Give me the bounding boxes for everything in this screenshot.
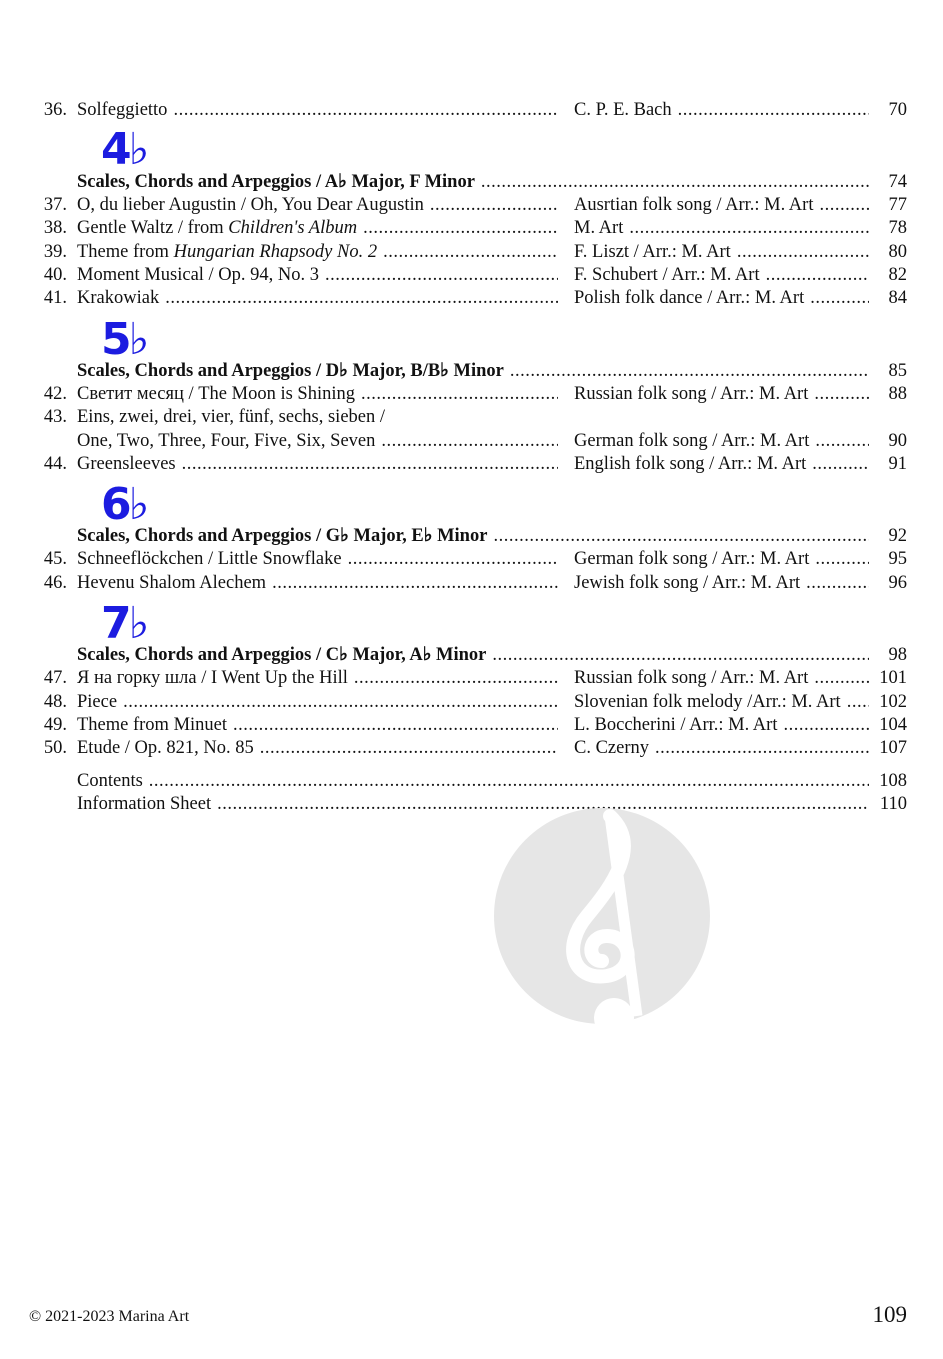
composer-text: M. Art <box>574 218 624 238</box>
entry-title-text <box>77 666 348 690</box>
dot-leader <box>182 452 558 476</box>
entry-page: 92 <box>888 526 907 546</box>
dot-leader <box>783 713 869 737</box>
toc-entry[interactable] <box>0 452 943 476</box>
title-part: Krakowiak <box>77 288 160 308</box>
title-part: Piece <box>77 692 118 712</box>
entry-page: 90 <box>888 431 907 451</box>
entry-page: 110 <box>879 794 907 814</box>
toc-entry[interactable] <box>0 666 943 690</box>
entry-composer <box>574 382 869 406</box>
dot-leader <box>815 547 869 571</box>
entry-title <box>77 286 558 310</box>
entry-title-text <box>77 452 176 476</box>
dot-leader <box>819 193 869 217</box>
section-row[interactable] <box>0 359 943 383</box>
entry-page: 108 <box>879 771 907 791</box>
entry-page: 82 <box>888 265 907 285</box>
entry-composer <box>574 263 869 287</box>
dot-leader <box>493 524 869 548</box>
entry-number: 36. <box>43 100 67 120</box>
entry-title <box>77 713 558 737</box>
title-part: Solfeggietto <box>77 100 168 120</box>
entry-title <box>77 452 558 476</box>
composer-text: German folk song / Arr.: M. Art <box>574 549 810 569</box>
entry-composer <box>574 547 869 571</box>
page-number: 109 <box>872 1302 907 1327</box>
dot-leader <box>815 429 869 453</box>
composer-text: Ausrtian folk song / Arr.: M. Art <box>574 195 814 215</box>
entry-title-text <box>77 643 486 667</box>
entry-title-text <box>77 263 319 287</box>
title-part: Greensleeves <box>77 454 176 474</box>
dot-leader <box>354 666 558 690</box>
entry-title <box>77 359 869 383</box>
dot-leader <box>847 690 869 714</box>
entry-title <box>77 571 558 595</box>
entry-title <box>77 170 869 194</box>
entry-composer <box>574 713 869 737</box>
dot-leader <box>737 240 869 264</box>
dot-leader <box>492 643 869 667</box>
entry-title <box>77 769 869 793</box>
dot-leader <box>149 769 869 793</box>
toc-entry[interactable] <box>0 240 943 264</box>
entry-number: 39. <box>43 242 67 262</box>
composer-text: L. Boccherini / Arr.: M. Art <box>574 715 778 735</box>
entry-title-text <box>77 170 475 194</box>
entry-title-text <box>77 405 385 429</box>
entry-title <box>77 240 558 264</box>
composer-text: Russian folk song / Arr.: M. Art <box>574 384 809 404</box>
entry-composer <box>574 240 869 264</box>
title-part: Theme from Minuet <box>77 715 228 735</box>
watermark-treble-clef-logo <box>492 806 712 1026</box>
entry-composer <box>574 429 869 453</box>
entry-composer <box>574 690 869 714</box>
title-part: Contents <box>77 771 143 791</box>
composer-text: F. Schubert / Arr.: M. Art <box>574 265 760 285</box>
entry-page: 96 <box>888 573 907 593</box>
dot-leader <box>260 736 558 760</box>
composer-text: Russian folk song / Arr.: M. Art <box>574 668 809 688</box>
key-signature-heading: 6♭ <box>101 479 147 530</box>
title-part: Я на горку шла / I Went Up the Hill <box>77 668 348 688</box>
entry-number: 44. <box>43 454 67 474</box>
toc-entry[interactable] <box>0 690 943 714</box>
toc-entry[interactable] <box>0 382 943 406</box>
entry-page: 70 <box>888 100 907 120</box>
section-row[interactable] <box>0 524 943 548</box>
section-row[interactable] <box>0 170 943 194</box>
entry-title <box>77 524 869 548</box>
entry-number: 41. <box>43 288 67 308</box>
dot-leader <box>510 359 869 383</box>
composer-text: Polish folk dance / Arr.: M. Art <box>574 288 805 308</box>
title-part: Scales, Chords and Arpeggios / D♭ Major, B/B♭ Minor <box>77 361 504 381</box>
entry-page: 101 <box>879 668 907 688</box>
entry-page: 80 <box>888 242 907 262</box>
entry-number: 47. <box>43 668 67 688</box>
entry-title-text <box>77 524 487 548</box>
entry-composer <box>574 666 869 690</box>
title-part: Gentle Waltz / from <box>77 218 229 238</box>
title-part: Scales, Chords and Arpeggios / A♭ Major, F Minor <box>77 172 475 192</box>
dot-leader <box>430 193 558 217</box>
dot-leader <box>325 263 558 287</box>
entry-title <box>77 263 558 287</box>
section-row[interactable] <box>0 643 943 667</box>
title-part: O, du lieber Augustin / Oh, You Dear Augustin <box>77 195 424 215</box>
dot-leader <box>814 666 869 690</box>
dot-leader <box>173 98 558 122</box>
entry-title-text <box>77 382 355 406</box>
title-part: Etude / Op. 821, No. 85 <box>77 738 254 758</box>
entry-title-text <box>77 240 377 264</box>
entry-number: 46. <box>43 573 67 593</box>
entry-title <box>77 792 869 816</box>
title-italic-part: Children's Album <box>228 218 358 238</box>
entry-title <box>77 382 558 406</box>
entry-number: 50. <box>43 738 67 758</box>
entry-title-text <box>77 792 211 816</box>
entry-page: 77 <box>888 195 907 215</box>
entry-title <box>77 666 558 690</box>
entry-page: 98 <box>888 645 907 665</box>
entry-title-text <box>77 193 424 217</box>
entry-number: 48. <box>43 692 67 712</box>
entry-title-text <box>77 736 254 760</box>
toc-entry[interactable] <box>0 571 943 595</box>
dot-leader <box>165 286 558 310</box>
toc-entry[interactable] <box>0 263 943 287</box>
dot-leader <box>806 571 869 595</box>
dot-leader <box>678 98 869 122</box>
entry-number: 43. <box>43 407 67 427</box>
entry-number: 49. <box>43 715 67 735</box>
entry-title-text <box>77 359 504 383</box>
key-signature-heading: 7♭ <box>101 598 147 649</box>
toc-entry[interactable] <box>0 429 943 453</box>
key-signature-heading: 4♭ <box>101 124 147 175</box>
dot-leader <box>233 713 558 737</box>
composer-text: C. Czerny <box>574 738 650 758</box>
title-part: Schneeflöckchen / Little Snowflake <box>77 549 342 569</box>
toc-entry[interactable] <box>0 769 943 793</box>
title-part: Hevenu Shalom Alechem <box>77 573 267 593</box>
dot-leader <box>361 382 558 406</box>
composer-text: English folk song / Arr.: M. Art <box>574 454 807 474</box>
entry-title <box>77 98 558 122</box>
dot-leader <box>814 382 869 406</box>
entry-page: 85 <box>888 361 907 381</box>
title-italic-part: Hungarian Rhapsody No. 2 <box>173 242 378 262</box>
dot-leader <box>629 216 869 240</box>
entry-composer <box>574 216 869 240</box>
entry-page: 74 <box>888 172 907 192</box>
dot-leader <box>383 240 558 264</box>
entry-title <box>77 736 558 760</box>
toc-entry[interactable] <box>0 405 943 429</box>
dot-leader <box>272 571 558 595</box>
dot-leader <box>766 263 869 287</box>
dot-leader <box>655 736 869 760</box>
title-part: Scales, Chords and Arpeggios / G♭ Major, E♭ Minor <box>77 526 488 546</box>
entry-title-text <box>77 571 266 595</box>
dot-leader <box>481 170 869 194</box>
entry-composer <box>574 571 869 595</box>
toc-entry[interactable] <box>0 736 943 760</box>
entry-title-text <box>77 547 342 571</box>
entry-composer <box>574 98 869 122</box>
entry-title-text <box>77 690 117 714</box>
dot-leader <box>381 429 558 453</box>
entry-number: 42. <box>43 384 67 404</box>
title-part: Светит месяц / The Moon is Shining <box>77 384 356 404</box>
entry-title <box>77 405 558 429</box>
entry-title <box>77 643 869 667</box>
composer-text: Jewish folk song / Arr.: M. Art <box>574 573 801 593</box>
entry-title <box>77 547 558 571</box>
entry-title <box>77 216 558 240</box>
entry-composer <box>574 736 869 760</box>
title-part: Information Sheet <box>77 794 212 814</box>
entry-page: 84 <box>888 288 907 308</box>
entry-page: 104 <box>879 715 907 735</box>
entry-title-text <box>77 429 375 453</box>
toc-entry[interactable] <box>0 713 943 737</box>
title-part: Moment Musical / Op. 94, No. 3 <box>77 265 320 285</box>
entry-number: 37. <box>43 195 67 215</box>
entry-page: 107 <box>879 738 907 758</box>
key-signature-heading: 5♭ <box>101 314 147 365</box>
entry-page: 78 <box>888 218 907 238</box>
dot-leader <box>348 547 558 571</box>
title-part: Eins, zwei, drei, vier, fünf, sechs, sieben / <box>77 407 386 427</box>
toc-entry[interactable] <box>0 216 943 240</box>
entry-composer <box>574 452 869 476</box>
entry-composer <box>574 193 869 217</box>
copyright: © 2021-2023 Marina Art <box>29 1308 190 1325</box>
entry-title <box>77 690 558 714</box>
toc-entry[interactable] <box>0 98 943 122</box>
entry-title-text <box>77 769 143 793</box>
entry-title-text <box>77 216 357 240</box>
entry-number: 40. <box>43 265 67 285</box>
dot-leader <box>363 216 558 240</box>
entry-page: 95 <box>888 549 907 569</box>
toc-entry[interactable] <box>0 547 943 571</box>
dot-leader <box>812 452 869 476</box>
toc-entry[interactable] <box>0 193 943 217</box>
title-part: One, Two, Three, Four, Five, Six, Seven <box>77 431 376 451</box>
composer-text: C. P. E. Bach <box>574 100 672 120</box>
title-part: Theme from <box>77 242 174 262</box>
toc-entry[interactable] <box>0 792 943 816</box>
entry-title <box>77 429 558 453</box>
title-part: Scales, Chords and Arpeggios / C♭ Major, A♭ Minor <box>77 645 487 665</box>
entry-composer <box>574 286 869 310</box>
composer-text: Slovenian folk melody /Arr.: M. Art <box>574 692 841 712</box>
entry-number: 45. <box>43 549 67 569</box>
dot-leader <box>810 286 869 310</box>
entry-number: 38. <box>43 218 67 238</box>
entry-title-text <box>77 713 227 737</box>
composer-text: F. Liszt / Arr.: M. Art <box>574 242 731 262</box>
entry-title-text <box>77 286 159 310</box>
entry-page: 88 <box>888 384 907 404</box>
toc-entry[interactable] <box>0 286 943 310</box>
dot-leader <box>123 690 558 714</box>
entry-title-text <box>77 98 167 122</box>
entry-title <box>77 193 558 217</box>
entry-page: 102 <box>879 692 907 712</box>
entry-page: 91 <box>888 454 907 474</box>
composer-text: German folk song / Arr.: M. Art <box>574 431 810 451</box>
